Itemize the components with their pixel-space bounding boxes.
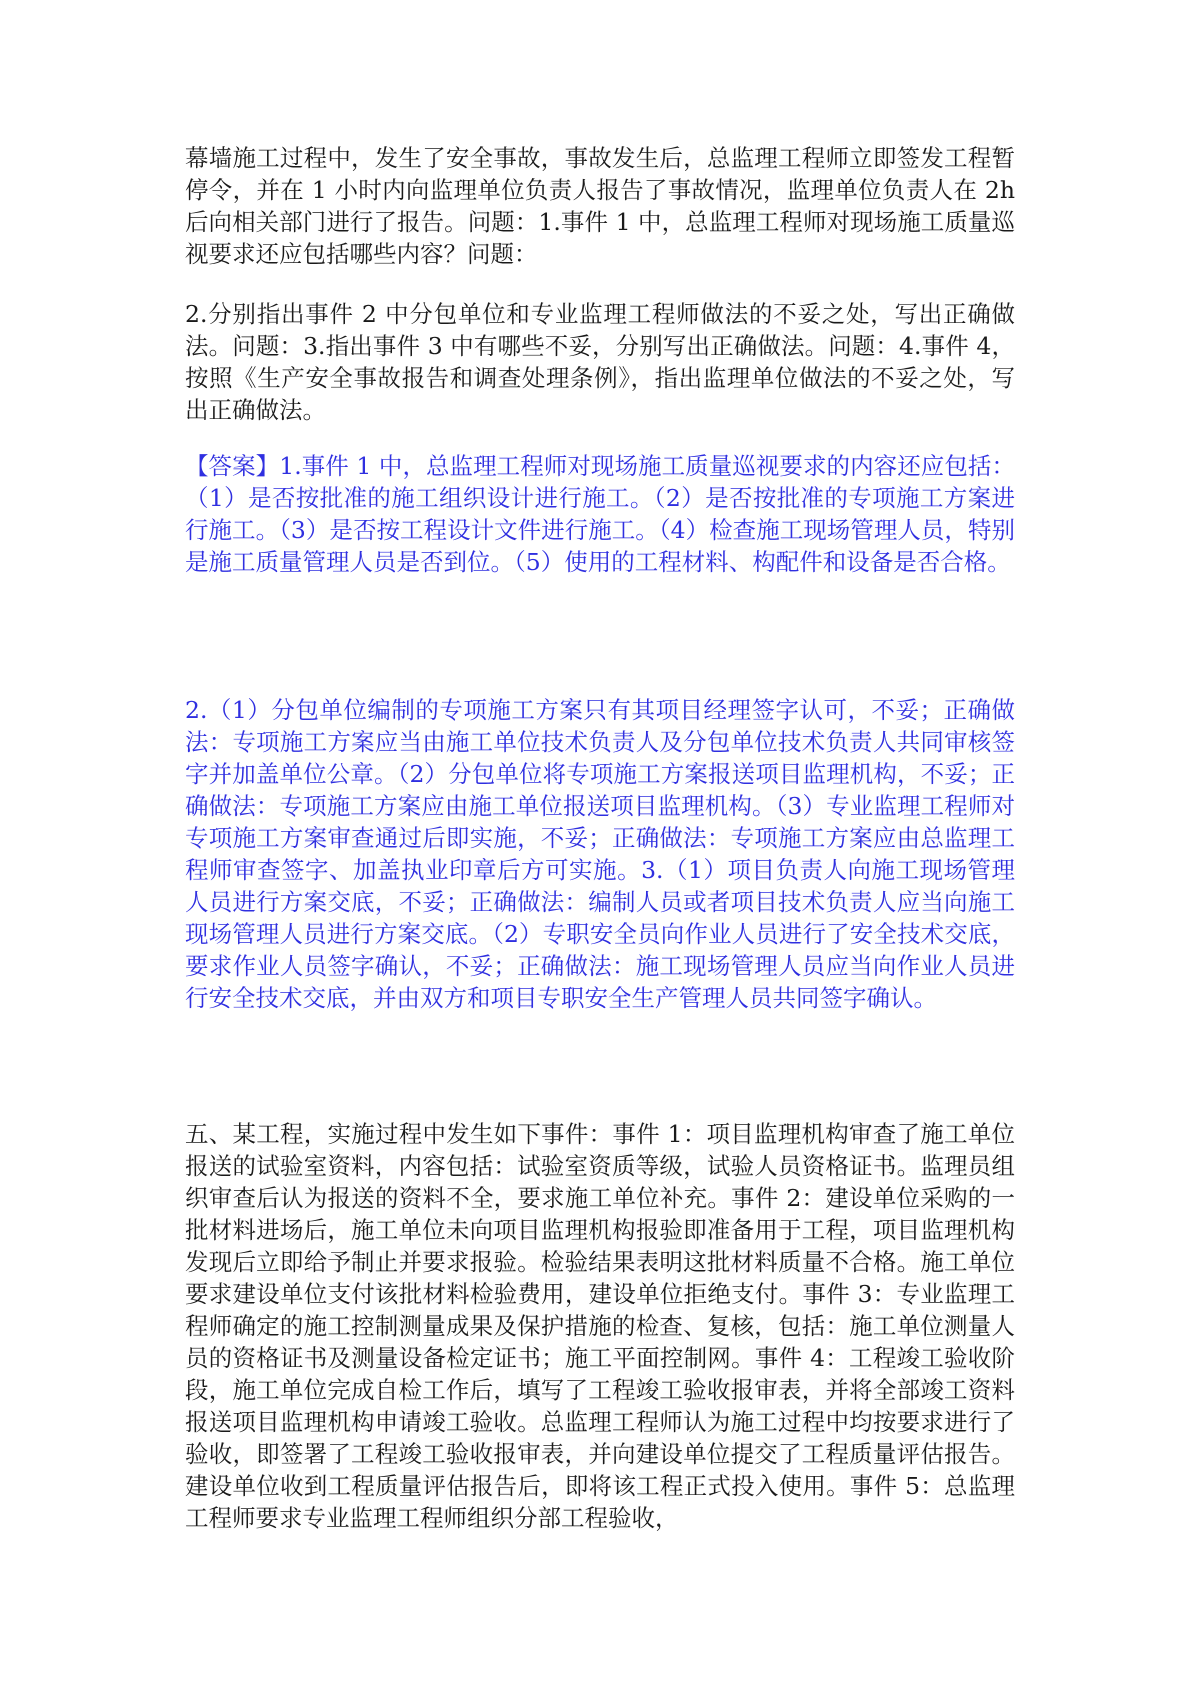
answer-paragraph-2: 2.（1）分包单位编制的专项施工方案只有其项目经理签字认可，不妥；正确做法：专项施工方案应当由施工单位技术负责人及分包单位技术负责人共同审核签字并加盖单位公章。（2）分包单位将专项施工方案报送项目监理机构，不妥；正确做法：专项施工方案应由施工单位报送项目监理机构。（3）专业监理工程师对专项施工方案审查通过后即实施，不妥；正确做法：专项施工方案应由总监理工程师审查签字、加盖执业印章后方可实施。3.（1）项目负责人向施工现场管理人员进行方案交底，不妥；正确做法：编制人员或者项目技术负责人应当向施工现场管理人员进行方案交底。（2）专职安全员向作业人员进行了安全技术交底，要求作业人员签字确认，不妥；正确做法：施工现场管理人员应当向作业人员进行安全技术交底，并由双方和项目专职安全生产管理人员共同签字确认。 [185, 696, 1015, 1012]
question-paragraph-2: 2.分别指出事件 2 中分包单位和专业监理工程师做法的不妥之处，写出正确做法。问题：3.指出事件 3 中有哪些不妥，分别写出正确做法。问题：4.事件 4，按照《生产安全事故报告和调查处理条例》，指出监理单位做法的不妥之处，写出正确做法。 [185, 300, 1015, 424]
question-paragraph-1: 幕墙施工过程中，发生了安全事故，事故发生后，总监理工程师立即签发工程暂停令，并在 1 小时内向监理单位负责人报告了事故情况，监理单位负责人在 2h 后向相关部门进行了报告。问题：1.事件 1 中，总监理工程师对现场施工质量巡视要求还应包括哪些内容？问题： [185, 144, 1015, 268]
answer-paragraph-1: 【答案】1.事件 1 中，总监理工程师对现场施工质量巡视要求的内容还应包括：（1）是否按批准的施工组织设计进行施工。（2）是否按批准的专项施工方案进行施工。（3）是否按工程设计文件进行施工。（4）检查施工现场管理人员，特别是施工质量管理人员是否到位。（5）使用的工程材料、构配件和设备是否合格。 [185, 452, 1015, 576]
question-five-paragraph: 五、某工程，实施过程中发生如下事件：事件 1：项目监理机构审查了施工单位报送的试验室资料，内容包括：试验室资质等级，试验人员资格证书。监理员组织审查后认为报送的资料不全，要求施工单位补充。事件 2：建设单位采购的一批材料进场后，施工单位未向项目监理机构报验即准备用于工程，项目监理机构发现后立即给予制止并要求报验。检验结果表明这批材料质量不合格。施工单位要求建设单位支付该批材料检验费用，建设单位拒绝支付。事件 3：专业监理工程师确定的施工控制测量成果及保护措施的检查、复核，包括：施工单位测量人员的资格证书及测量设备检定证书；施工平面控制网。事件 4：工程竣工验收阶段，施工单位完成自检工作后，填写了工程竣工验收报审表，并将全部竣工资料报送项目监理机构申请竣工验收。总监理工程师认为施工过程中均按要求进行了验收，即签署了工程竣工验收报审表，并向建设单位提交了工程质量评估报告。建设单位收到工程质量评估报告后，即将该工程正式投入使用。事件 5：总监理工程师要求专业监理工程师组织分部工程验收， [185, 1120, 1015, 1532]
